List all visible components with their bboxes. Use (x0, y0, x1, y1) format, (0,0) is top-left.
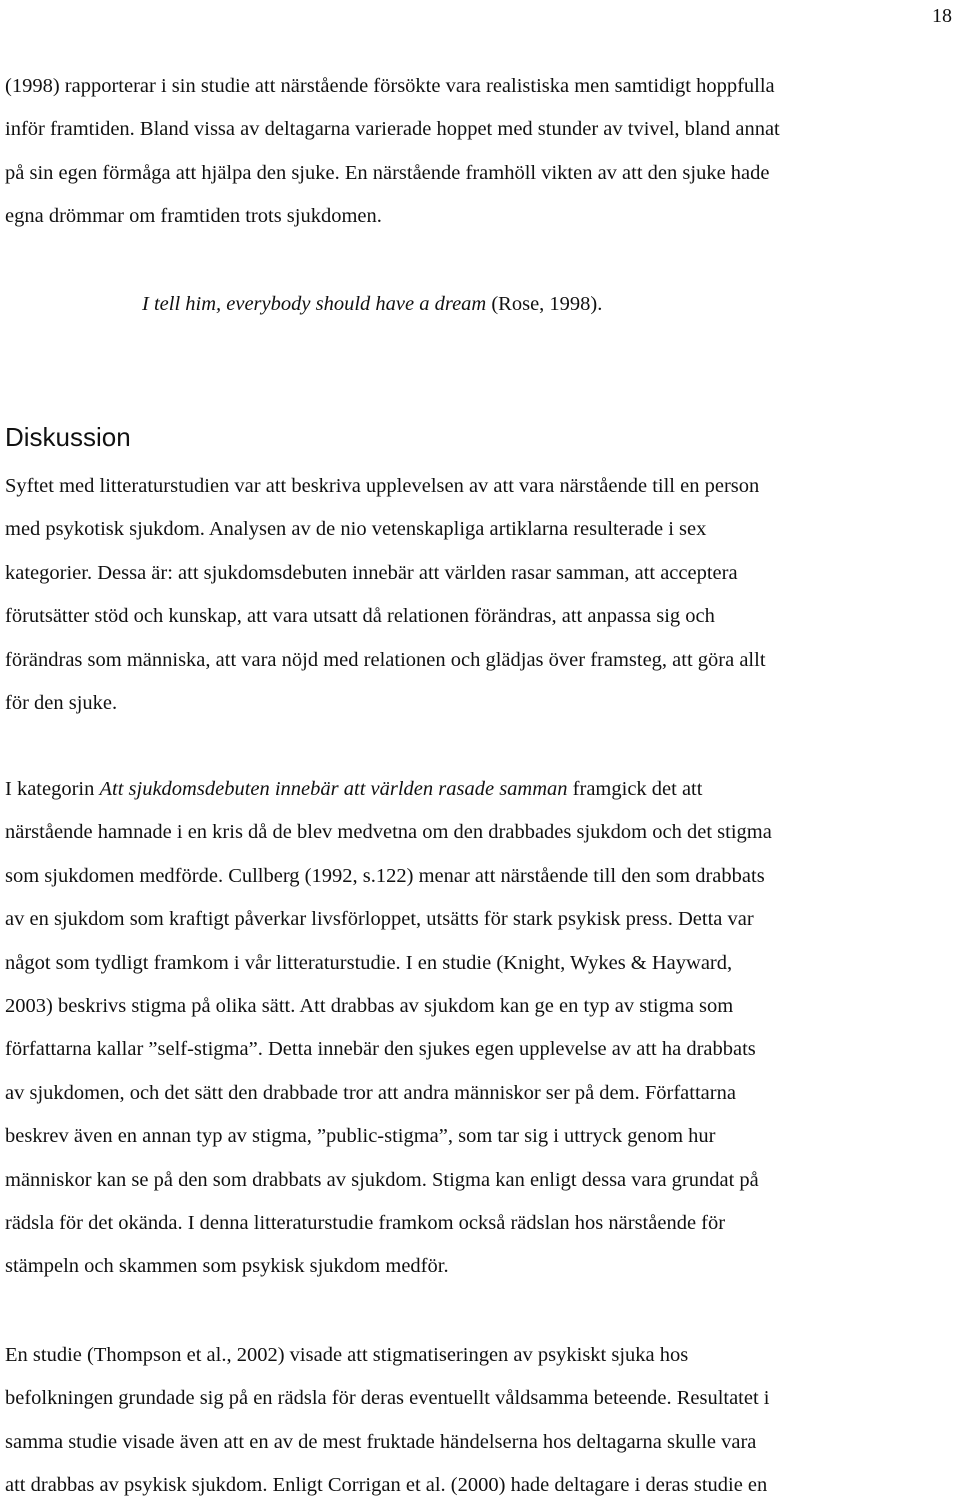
text-line: att drabbas av psykisk sjukdom. Enligt Corrigan et al. (2000) hade deltagare i deras studie en (5, 1474, 768, 1497)
paragraph-3 (5, 768, 957, 1289)
paragraph-1 (5, 65, 957, 239)
text-line: 2003) beskrivs stigma på olika sätt. Att drabbas av sjukdom kan ge en typ av stigma som (5, 994, 734, 1017)
text-line: stämpeln och skammen som psykisk sjukdom medför. (5, 1255, 449, 1278)
text-line: med psykotisk sjukdom. Analysen av de nio vetenskapliga artiklarna resulterade i sex (5, 518, 707, 541)
text-line: beskrev även en annan typ av stigma, ”public-stigma”, som tar sig i uttryck genom hur (5, 1125, 716, 1148)
text-line: något som tydligt framkom i vår litteraturstudie. I en studie (Knight, Wykes & Hayward, (5, 951, 733, 974)
text-line: som sjukdomen medförde. Cullberg (1992, s.122) menar att närstående till den som drabbats (5, 864, 765, 887)
text-line: förändras som människa, att vara nöjd med relationen och glädjas över framsteg, att göra allt (5, 648, 766, 671)
text-line: befolkningen grundade sig på en rädsla för deras eventuellt våldsamma beteende. Resultatet i (5, 1387, 770, 1410)
text-line: av sjukdomen, och det sätt den drabbade tror att andra människor ser på dem. Författarna (5, 1081, 736, 1104)
text-line: av en sjukdom som kraftigt påverkar livsförloppet, utsätts för stark psykisk press. Detta var (5, 908, 754, 931)
quote-citation: (Rose, 1998). (486, 293, 603, 315)
text-line: (1998) rapporterar i sin studie att närstående försökte vara realistiska men samtidigt hoppfulla (5, 75, 775, 97)
text-run: framgick det att (567, 778, 703, 800)
paragraph-2 (5, 465, 957, 725)
text-line: kategorier. Dessa är: att sjukdomsdebuten innebär att världen rasar samman, att acceptera (5, 561, 738, 584)
text-line: egna drömmar om framtiden trots sjukdomen. (5, 205, 382, 228)
text-line: Syftet med litteraturstudien var att beskriva upplevelsen av att vara närstående till en person (5, 475, 760, 497)
text-run: I kategorin (5, 778, 100, 800)
category-title-italic: Att sjukdomsdebuten innebär att världen rasade samman (99, 778, 568, 800)
text-line: inför framtiden. Bland vissa av deltagarna varierade hoppet med stunder av tvivel, bland annat (5, 118, 780, 141)
text-line: människor kan se på den som drabbats av sjukdom. Stigma kan enligt dessa vara grundat på (5, 1168, 759, 1191)
text-line: förutsätter stöd och kunskap, att vara utsatt då relationen förändras, att anpassa sig och (5, 605, 715, 628)
text-line: författarna kallar ”self-stigma”. Detta innebär den sjukes egen upplevelse av att ha drabbats (5, 1038, 756, 1061)
quote-italic-text: I tell him, everybody should have a dream (142, 293, 487, 315)
text-line: för den sjuke. (5, 691, 118, 714)
text-line: En studie (Thompson et al., 2002) visade att stigmatiseringen av psykiskt sjuka hos (5, 1344, 689, 1366)
text-line: rädsla för det okända. I denna litteraturstudie framkom också rädslan hos närstående för (5, 1211, 726, 1234)
page-number: 18 (932, 5, 952, 27)
paragraph-4 (5, 1334, 957, 1508)
text-line: samma studie visade även att en av de mest fruktade händelserna hos deltagarna skulle vara (5, 1430, 757, 1453)
text-line (5, 768, 957, 811)
section-heading: Diskussion (5, 422, 131, 452)
text-line: närstående hamnade i en kris då de blev medvetna om den drabbades sjukdom och det stigma (5, 821, 772, 844)
block-quote (142, 283, 602, 326)
text-line: på sin egen förmåga att hjälpa den sjuke. En närstående framhöll vikten av att den sjuke hade (5, 161, 770, 184)
